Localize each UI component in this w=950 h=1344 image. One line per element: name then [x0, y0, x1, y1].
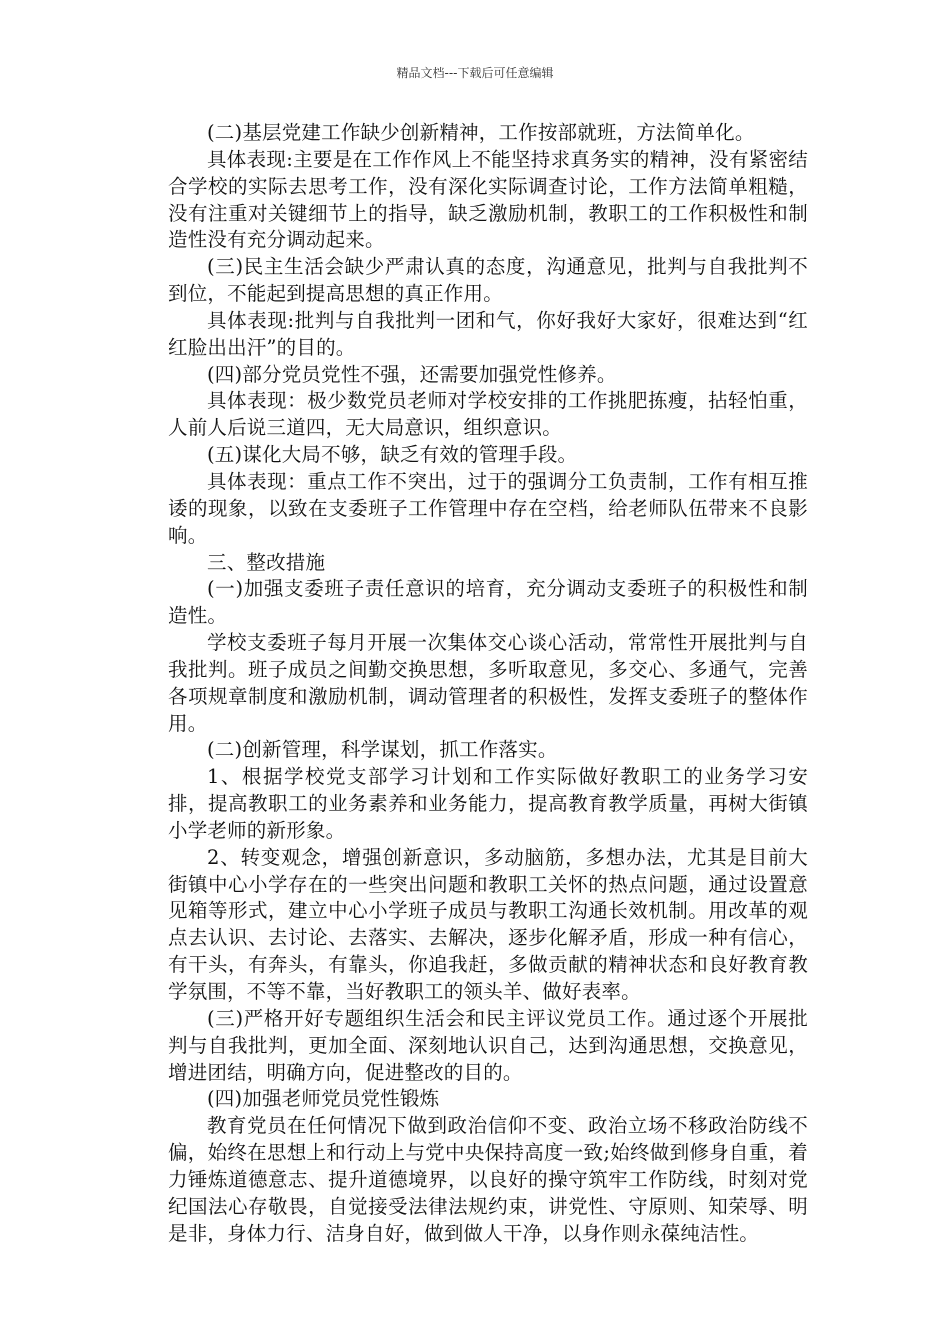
- section-heading-5: (五)谋化大局不够，缺乏有效的管理手段。: [207, 443, 578, 467]
- paragraph: 学校支委班子每月开展一次集体交心谈心活动，常常性开展批判与自我批判。班子成员之间勤交换思想，多听取意见，多交心、多通气，完善各项规章制度和激励机制，调动管理者的积极性，发挥支委班子的整体作用。: [168, 631, 808, 735]
- paragraph: 具体表现:主要是在工作作风上不能坚持求真务实的精神，没有紧密结合学校的实际去思考工作，没有深化实际调查讨论，工作方法简单粗糙，没有注重对关键细节上的指导，缺乏激励机制，教职工的工作积极性和制造性没有充分调动起来。: [168, 147, 808, 252]
- section-heading-3: (三)民主生活会缺少严肃认真的态度，沟通意见，批判与自我批判不到位，不能起到提高思想的真正作用。: [168, 255, 808, 306]
- measure-heading-1: (一)加强支委班子责任意识的培育，充分调动支委班子的积极性和制造性。: [168, 577, 808, 628]
- paragraph: 具体表现:批判与自我批判一团和气，你好我好大家好，很难达到“红红脸出出汗”的目的。: [168, 308, 808, 359]
- chapter-heading-rectification: 三、整改措施: [207, 550, 326, 574]
- numbered-item-2: 2、转变观念，增强创新意识，多动脑筋，多想办法，尤其是目前大街镇中心小学存在的一些突出问题和教职工关怀的热点问题，通过设置意见箱等形式，建立中心小学班子成员与教职工沟通长效机制。用改革的观点去认识、去讨论、去落实、去解决，逐步化解矛盾，形成一种有信心，有干头，有奔头，有靠头，你追我赶，多做贡献的精神状态和良好教育教学氛围，不等不靠，当好教职工的领头羊、做好表率。: [168, 845, 808, 1003]
- measure-heading-3: (三)严格开好专题组织生活会和民主评议党员工作。通过逐个开展批判与自我批判，更加全面、深刻地认识自己，达到沟通思想，交换意见，增进团结，明确方向，促进整改的目的。: [168, 1006, 808, 1084]
- paragraph: 具体表现：极少数党员老师对学校安排的工作挑肥拣瘦，拈轻怕重，人前人后说三道四，无大局意识，组织意识。: [168, 389, 808, 440]
- section-heading-4: (四)部分党员党性不强，还需要加强党性修养。: [207, 362, 617, 386]
- measure-heading-4: (四)加强老师党员党性锻炼: [207, 1087, 440, 1111]
- measure-heading-2: (二)创新管理，科学谋划，抓工作落实。: [207, 738, 558, 762]
- document-body: [168, 120, 808, 1247]
- page-header: 精品文档---下载后可任意编辑: [396, 66, 554, 80]
- numbered-item-1: 1、根据学校党支部学习计划和工作实际做好教职工的业务学习安排，提高教职工的业务素养和业务能力，提高教育教学质量，再树大街镇小学老师的新形象。: [168, 765, 808, 842]
- section-heading-2: (二)基层党建工作缺少创新精神，工作按部就班，方法简单化。: [207, 121, 755, 144]
- paragraph: 具体表现：重点工作不突出，过于的强调分工负责制，工作有相互推诿的现象，以致在支委班子工作管理中存在空档，给老师队伍带来不良影响。: [168, 469, 808, 547]
- paragraph: 教育党员在任何情况下做到政治信仰不变、政治立场不移政治防线不偏，始终在思想上和行动上与党中央保持高度一致;始终做到修身自重，着力锤炼道德意志、提升道德境界，以良好的操守筑牢工作防线，时刻对党纪国法心存敬畏，自觉接受法律法规约束，讲党性、守原则、知荣辱、明是非，身体力行、洁身自好，做到做人干净，以身作则永葆纯洁性。: [168, 1114, 808, 1245]
